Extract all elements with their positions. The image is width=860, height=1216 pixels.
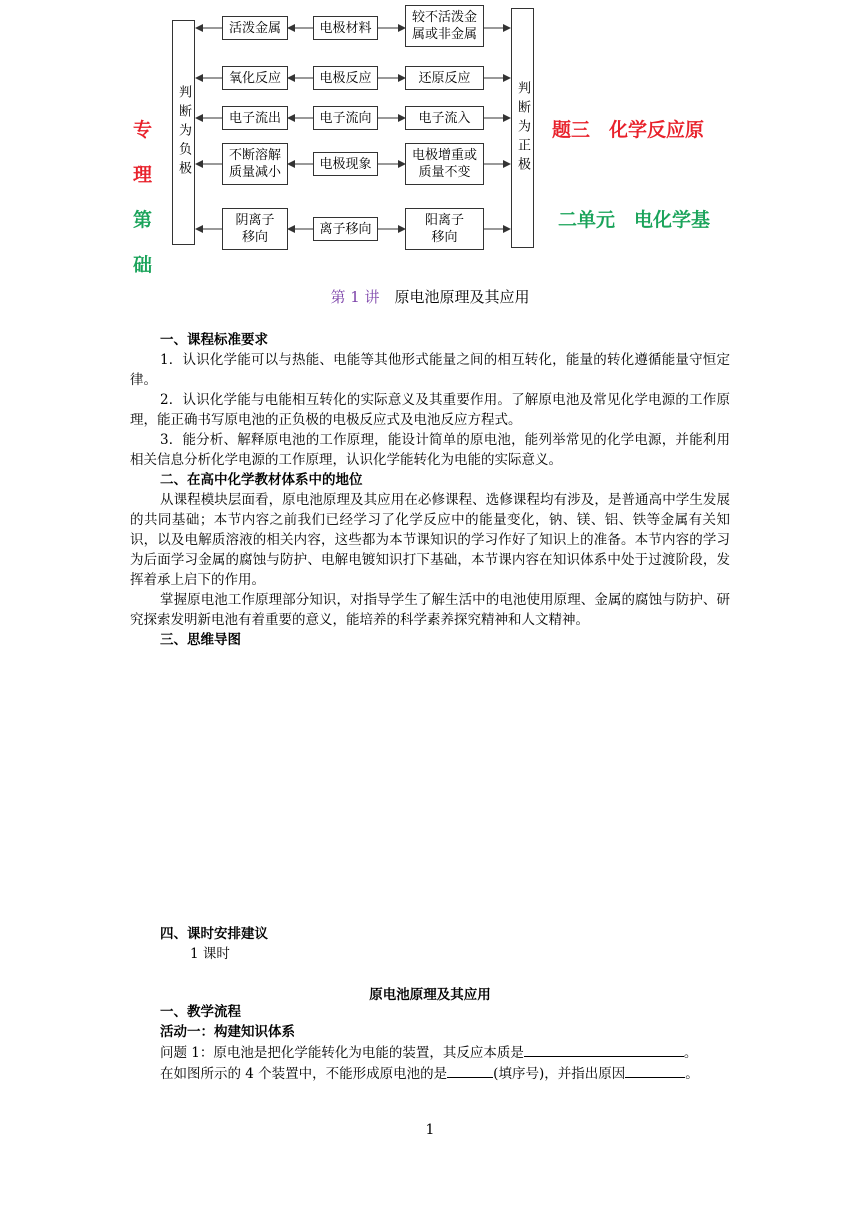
side-title-green-left-2: 础 — [133, 254, 153, 276]
section2-paragraph-2: 掌握原电池工作原理部分知识，对指导学生了解生活中的电池使用原理、金属的腐蚀与防护、研究探索发明新电池有着重要的意义，能培养的科学素养探究精神和人文精神。 — [130, 592, 730, 628]
row2-left-text: 氧化反应 — [228, 70, 281, 86]
section4-heading: 四、课时安排建议 — [160, 926, 268, 942]
row2-right-box — [405, 66, 484, 90]
row2-center-text: 电极反应 — [319, 70, 372, 86]
row5-left-box — [222, 208, 288, 250]
row4-right-box — [405, 143, 484, 185]
document-body-lower — [130, 924, 730, 964]
document-body — [130, 330, 730, 650]
question1-blank-3[interactable] — [625, 1063, 685, 1078]
row1-left-text: 活泼金属 — [228, 20, 281, 36]
question1-text-b: 。 — [683, 1045, 698, 1061]
row2-center-box — [313, 66, 378, 90]
side-title-red-right: 题三 化学反应原 — [552, 119, 705, 141]
lecture-heading — [0, 286, 860, 307]
row1-right-box — [405, 5, 484, 47]
row1-center-box — [313, 16, 378, 40]
row3-left-text: 电子流出 — [228, 110, 281, 126]
row4-center-box — [313, 152, 378, 176]
question1-line2 — [130, 1063, 730, 1084]
row4-left-text: 不断溶解 质量减小 — [228, 148, 281, 180]
side-title-red-left-2: 理 — [133, 164, 153, 186]
section1-paragraph-3: 3．能分析、解释原电池的工作原理，能设计简单的原电池，能列举常见的化学电源，并能利用相关信息分析化学电源的工作原理，认识化学能转化为电能的实际意义。 — [130, 432, 730, 468]
row5-center-text: 离子移向 — [319, 221, 372, 237]
row5-center-box — [313, 217, 378, 241]
side-title-red-left-1: 专 — [133, 119, 153, 141]
row2-right-text: 还原反应 — [418, 70, 471, 86]
section3-heading: 三、思维导图 — [160, 632, 241, 648]
flow-heading: 一、教学流程 — [160, 1004, 241, 1020]
row4-right-text: 电极增重或 质量不变 — [411, 148, 477, 180]
lecture-title: 原电池原理及其应用 — [379, 288, 530, 306]
row3-left-box — [222, 106, 288, 130]
question1-text-d: (填序号)，并指出原因 — [493, 1066, 626, 1082]
row3-center-box — [313, 106, 378, 130]
row5-left-text: 阴离子 移向 — [235, 213, 275, 245]
row5-right-text: 阳离子 移向 — [424, 213, 464, 245]
row4-left-box — [222, 143, 288, 185]
row4-center-text: 电极现象 — [319, 156, 372, 172]
question1-blank-2[interactable] — [447, 1063, 493, 1078]
section1-paragraph-1: 1．认识化学能可以与热能、电能等其他形式能量之间的相互转化，能量的转化遵循能量守恒定律。 — [130, 352, 730, 388]
row1-left-box — [222, 16, 288, 40]
teaching-flow — [130, 1002, 730, 1084]
section2-heading: 二、在高中化学教材体系中的地位 — [160, 472, 363, 488]
row2-left-box — [222, 66, 288, 90]
section4-text: 1 课时 — [190, 946, 230, 962]
section1-heading: 一、课程标准要求 — [160, 332, 268, 348]
activity1-heading: 活动一：构建知识体系 — [160, 1024, 295, 1040]
question1-text-c: 在如图所示的 4 个装置中，不能形成原电池的是 — [160, 1066, 448, 1082]
side-title-green-left-1: 第 — [133, 209, 153, 231]
row3-right-box — [405, 106, 484, 130]
side-title-green-right: 二单元 电化学基 — [558, 209, 711, 231]
positive-electrode-bar — [511, 8, 534, 248]
lecture-number: 第 1 讲 — [330, 288, 380, 306]
row3-center-text: 电子流向 — [319, 110, 372, 126]
row1-center-text: 电极材料 — [319, 20, 372, 36]
positive-electrode-label: 判断为正极 — [515, 80, 530, 176]
question1-blank-1[interactable] — [524, 1042, 684, 1057]
section1-paragraph-2: 2．认识化学能与电能相互转化的实际意义及其重要作用。了解原电池及常见化学电源的工作原理，能正确书写原电池的正负极的电极反应式及电池反应方程式。 — [130, 392, 730, 428]
page-number: 1 — [425, 1122, 435, 1138]
row3-right-text: 电子流入 — [418, 110, 471, 126]
row1-right-text: 较不活泼金 属或非金属 — [411, 10, 477, 42]
question1-text-a: 问题 1：原电池是把化学能转化为电能的装置，其反应本质是 — [160, 1045, 524, 1061]
lesson-title: 原电池原理及其应用 — [369, 987, 491, 1003]
negative-electrode-bar — [172, 20, 195, 245]
question1-line1 — [130, 1042, 730, 1063]
negative-electrode-label: 判断为负极 — [176, 85, 191, 180]
section2-paragraph-1: 从课程模块层面看，原电池原理及其应用在必修课程、选修课程均有涉及，是普通高中学生发展的共同基础；本节内容之前我们已经学习了化学反应中的能量变化，钠、镁、铝、铁等金属有关知识，以及电解质溶液的相关内容，这些都为本节课知识的学习作好了知识上的准备。本节内容的学习为后面学习金属的腐蚀与防护、电解电镀知识打下基础，本节课内容在知识体系中处于过渡阶段，发挥着承上启下的作用。 — [130, 492, 730, 588]
row5-right-box — [405, 208, 484, 250]
question1-text-e: 。 — [685, 1066, 699, 1082]
